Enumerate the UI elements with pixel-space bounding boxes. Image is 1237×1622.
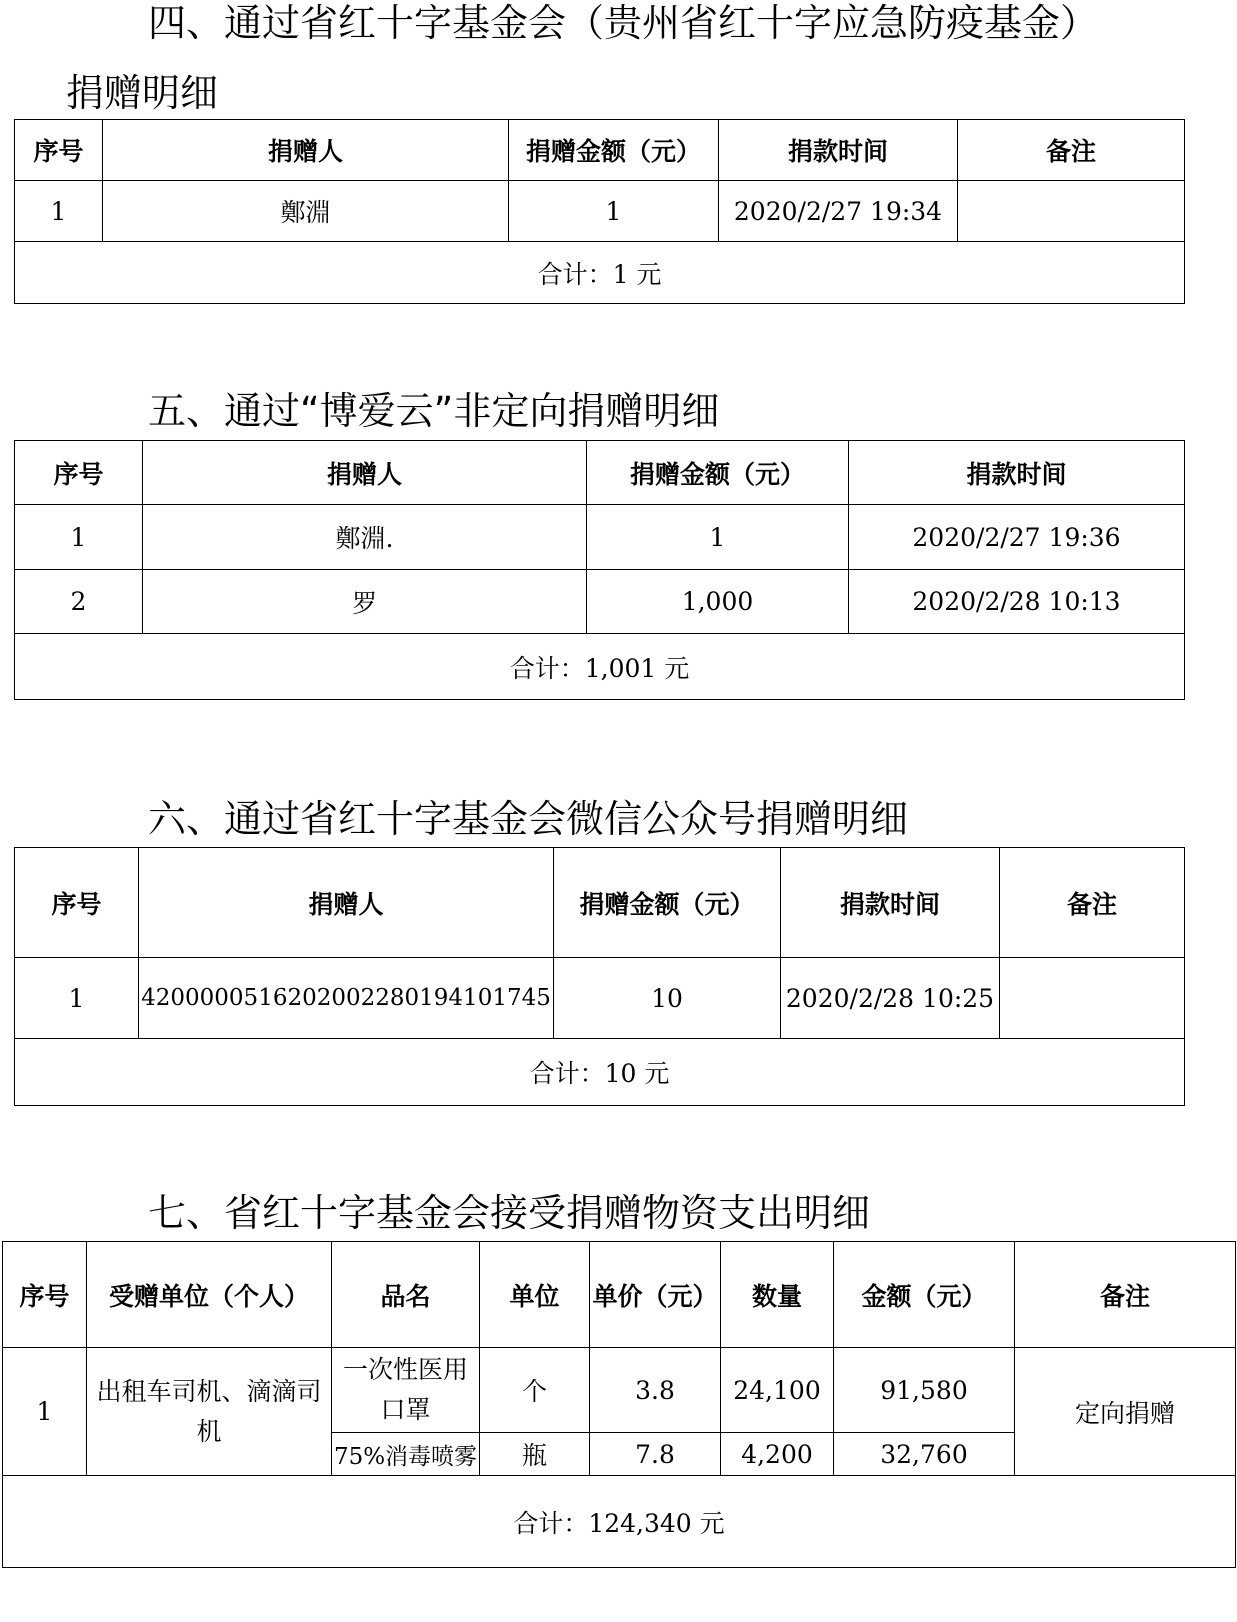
- cell-donor: 鄭淵: [103, 181, 509, 242]
- cell-amount: 1: [509, 181, 719, 242]
- section4-total-row: [15, 242, 1185, 304]
- cell-note: [1000, 958, 1185, 1039]
- table-row: [3, 1348, 1236, 1433]
- header-time: 捐款时间: [719, 120, 958, 181]
- cell-unit: 个: [480, 1348, 590, 1433]
- section7-total-row: [3, 1476, 1236, 1568]
- cell-donor: 罗: [143, 570, 587, 634]
- header-no: 序号: [15, 848, 139, 958]
- cell-no: 1: [3, 1348, 87, 1476]
- header-amount: 捐赠金额（元）: [554, 848, 781, 958]
- section5-total: 合计：1,001 元: [15, 634, 1185, 700]
- cell-amount: 91,580: [834, 1348, 1015, 1433]
- section7-title: 七、省红十字基金会接受捐赠物资支出明细: [148, 1191, 871, 1235]
- cell-price: 7.8: [590, 1433, 721, 1476]
- header-amount: 金额（元）: [834, 1242, 1015, 1348]
- section6-header-row: [15, 848, 1185, 958]
- cell-note: 定向捐赠: [1015, 1348, 1236, 1476]
- header-no: 序号: [3, 1242, 87, 1348]
- header-time: 捐款时间: [781, 848, 1000, 958]
- header-unit: 单位: [480, 1242, 590, 1348]
- header-donor: 捐赠人: [103, 120, 509, 181]
- cell-no: 1: [15, 505, 143, 570]
- section4-title-line2: 捐赠明细: [66, 71, 219, 115]
- section4-title: 四、通过省红十字基金会（贵州省红十字应急防疫基金）: [148, 1, 1099, 45]
- header-item-name: 品名: [332, 1242, 480, 1348]
- cell-note: [958, 181, 1185, 242]
- section7-table: [2, 1241, 1236, 1568]
- cell-time: 2020/2/28 10:25: [781, 958, 1000, 1039]
- header-recipient: 受赠单位（个人）: [87, 1242, 332, 1348]
- section4-total: 合计：1 元: [15, 242, 1185, 304]
- cell-recipient: 出租车司机、滴滴司机: [87, 1348, 332, 1476]
- header-donor: 捐赠人: [143, 441, 587, 505]
- section5-table: [14, 440, 1185, 700]
- cell-price: 3.8: [590, 1348, 721, 1433]
- section4-table: [14, 119, 1185, 304]
- section6-title: 六、通过省红十字基金会微信公众号捐赠明细: [148, 797, 909, 841]
- cell-no: 1: [15, 181, 103, 242]
- section6-total: 合计：10 元: [15, 1039, 1185, 1106]
- section7-total: 合计：124,340 元: [3, 1476, 1236, 1568]
- cell-donor: 4200000516202002280194101745: [139, 958, 554, 1039]
- table-row: [15, 181, 1185, 242]
- section5-header-row: [15, 441, 1185, 505]
- cell-item-name: 75%消毒喷雾: [332, 1433, 480, 1476]
- header-price: 单价（元）: [590, 1242, 721, 1348]
- cell-amount: 1: [587, 505, 849, 570]
- cell-amount: 1,000: [587, 570, 849, 634]
- header-donor: 捐赠人: [139, 848, 554, 958]
- table-row: [15, 505, 1185, 570]
- header-time: 捐款时间: [849, 441, 1185, 505]
- section4-header-row: [15, 120, 1185, 181]
- header-note: 备注: [958, 120, 1185, 181]
- section5-total-row: [15, 634, 1185, 700]
- header-no: 序号: [15, 441, 143, 505]
- header-qty: 数量: [721, 1242, 834, 1348]
- cell-no: 2: [15, 570, 143, 634]
- table-row: [15, 958, 1185, 1039]
- table-row: [15, 570, 1185, 634]
- cell-amount: 10: [554, 958, 781, 1039]
- header-note: 备注: [1000, 848, 1185, 958]
- cell-time: 2020/2/28 10:13: [849, 570, 1185, 634]
- section7-header-row: [3, 1242, 1236, 1348]
- header-amount: 捐赠金额（元）: [509, 120, 719, 181]
- section6-total-row: [15, 1039, 1185, 1106]
- header-no: 序号: [15, 120, 103, 181]
- section5-title: 五、通过“博爱云”非定向捐赠明细: [148, 389, 720, 433]
- header-note: 备注: [1015, 1242, 1236, 1348]
- cell-donor: 鄭淵.: [143, 505, 587, 570]
- cell-qty: 4,200: [721, 1433, 834, 1476]
- cell-unit: 瓶: [480, 1433, 590, 1476]
- header-amount: 捐赠金额（元）: [587, 441, 849, 505]
- cell-amount: 32,760: [834, 1433, 1015, 1476]
- cell-time: 2020/2/27 19:36: [849, 505, 1185, 570]
- cell-qty: 24,100: [721, 1348, 834, 1433]
- cell-no: 1: [15, 958, 139, 1039]
- cell-item-name: 一次性医用口罩: [332, 1348, 480, 1433]
- cell-time: 2020/2/27 19:34: [719, 181, 958, 242]
- section6-table: [14, 847, 1185, 1106]
